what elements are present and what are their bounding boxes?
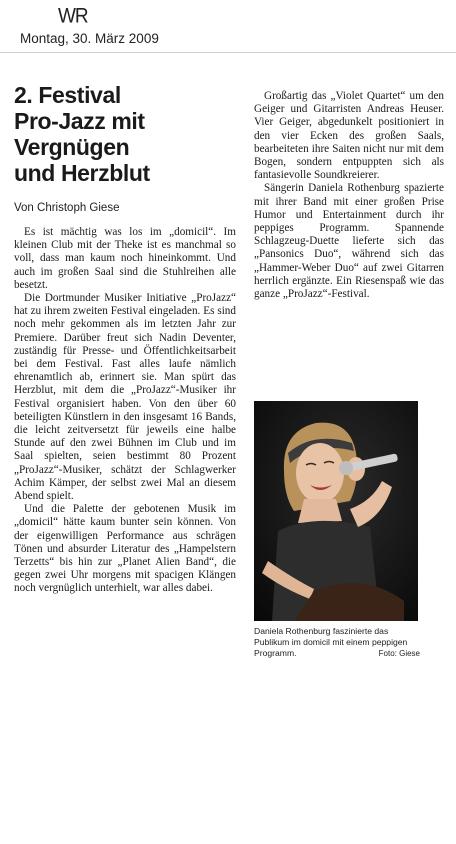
article-left-column — [14, 82, 236, 596]
caption-text: Daniela Rothenburg faszinierte das Publikum im domicil mit einem peppigen Programm. — [254, 626, 408, 659]
headline-line: 2. Festival — [14, 82, 121, 108]
article-body-left — [14, 226, 236, 596]
paragraph: Es ist mächtig was los im „domicil“. Im kleinen Club mit der Theke ist es manchmal so voll, dass man kaum noch hineinkommt. Und auch im großen Saal sind die Stuhlreihen alle besetzt. — [14, 226, 236, 291]
headline-line: und Herzblut — [14, 160, 150, 186]
photo-credit: Foto: Giese — [378, 649, 420, 659]
singer-photo-illustration — [254, 401, 418, 621]
article-body-right — [254, 90, 444, 301]
photo-caption — [254, 626, 420, 660]
headline-line: Pro-Jazz mit — [14, 108, 145, 134]
byline: Von Christoph Giese — [14, 202, 120, 214]
paragraph: Und die Palette der gebotenen Musik im „domicil“ hätte kaum bunter sein können. Von der eigenwilligen Performance aus schrägen Tönen und absurder Literatur des „Hampelstern Terzetts“ bis hin zur „Planet Alien Band“, die gegen zwei Uhr morgens mit spacigen Klängen noch vergnüglich unterhielt, war alles dabei. — [14, 503, 236, 595]
article-headline — [14, 82, 236, 186]
singer-photo — [254, 401, 418, 621]
header-divider — [0, 52, 456, 53]
paragraph: Sängerin Daniela Rothenburg spazierte mit ihrer Band mit einer großen Prise Humor und Entertainment durch ihr peppiges Programm. Spannende Schlagzeug-Duette lieferte sich das „Pansonics Duo“, während sich das „Hammer-Weber Duo“ auf zwei Gitarren herrlich ergänzte. Ein Riesenspaß wie das ganze „ProJazz“-Festival. — [254, 182, 444, 301]
article-right-column — [254, 90, 444, 301]
paragraph: Die Dortmunder Musiker Initiative „ProJazz“ hat zu ihrem zweiten Festival eingeladen. Es sind noch mehr gekommen als im letzten Jahr zur Premiere. Darüber freut sich Nadin Deventer, zuständig für Presse- und Öffentlichkeitsarbeit bei dem Festival. Fast alles laufe nämlich ehrenamtlich ab, erinnert sie. Man spürt das Herzblut, mit dem die „ProJazz“-Musiker ihr Festival organisiert haben. Von den über 60 beteiligten Künstlern in den insgesamt 16 Bands, die leicht zeitversetzt für jeweils eine halbe Stunde auf den zwei Bühnen im Club und im Saal spielten, seien bestimmt 80 Prozent „ProJazz“-Musiker, schätzt der Schlagwerker Achim Kämper, der selbst zwei Mal an diesem Abend spielt. — [14, 292, 236, 503]
headline-line: Vergnügen — [14, 134, 130, 160]
publication-date: Montag, 30. März 2009 — [20, 31, 159, 46]
paragraph: Großartig das „Violet Quartet“ um den Geiger und Gitarristen Andreas Heuser. Vier Geiger, abgedunkelt positioniert in den vier Ecken des großen Saals, bearbeiteten ihre Saiten nicht nur mit dem Bogen, sondern entpuppten sich als fantasievolle Soundkreierer. — [254, 90, 444, 182]
newspaper-logo: WR — [58, 4, 88, 28]
